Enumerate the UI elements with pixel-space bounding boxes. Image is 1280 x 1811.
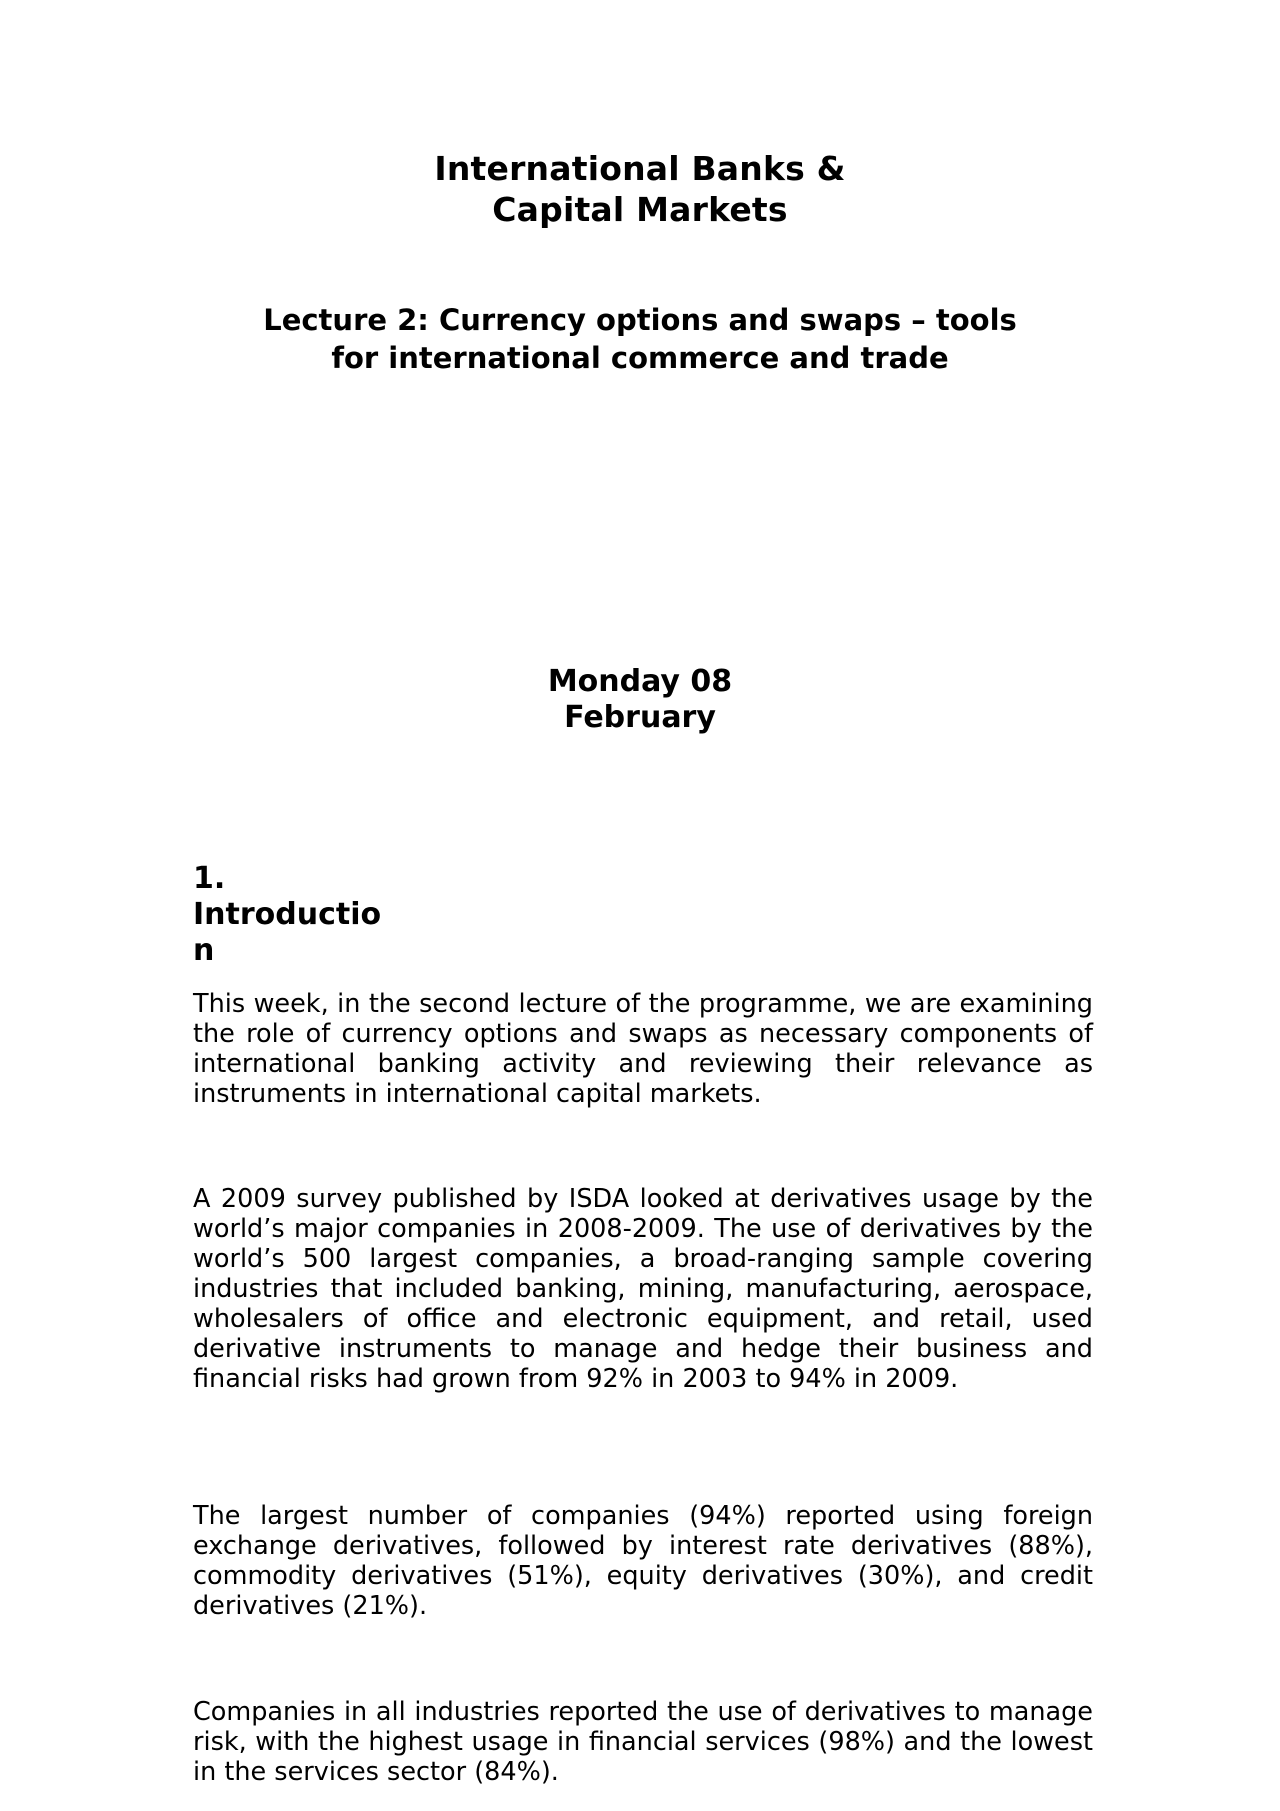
section-heading-line-2: Introductio [193,897,382,932]
paragraph-isda-survey: A 2009 survey published by ISDA looked at derivatives usage by the world’s major companies in 2008-2009. The use of derivatives by the world’s 500 largest companies, a broad-ranging sample covering industries that included banking, mining, manufacturing, aerospace, wholesalers of office and electronic equipment, and retail, used derivative instruments to manage and hedge their business and financial risks had grown from 92% in 2003 to 94% in 2009. [193,1184,1093,1394]
paragraph-intro: This week, in the second lecture of the programme, we are examining the role of currency options and swaps as necessary components of international banking activity and reviewing their relevance as instruments in international capital markets. [193,989,1093,1109]
title-line-1: International Banks & [434,149,846,188]
paragraph-industry-usage: Companies in all industries reported the use of derivatives to manage risk, with the highest usage in financial services (98%) and the lowest in the services sector (84%). [193,1697,1093,1787]
section-heading-introduction [193,861,393,969]
subtitle-line-2: for international commerce and trade [331,341,949,375]
lecture-date [0,664,1280,736]
section-heading-line-3: n [193,933,215,968]
lecture-subtitle [0,301,1280,377]
date-line-2: February [564,700,716,735]
date-line-1: Monday 08 [547,664,733,699]
subtitle-line-1: Lecture 2: Currency options and swaps – tools [263,303,1017,337]
section-heading-line-1: 1. [193,861,226,896]
document-title [0,148,1280,230]
paragraph-derivative-types: The largest number of companies (94%) reported using foreign exchange derivatives, followed by interest rate derivatives (88%), commodity derivatives (51%), equity derivatives (30%), and credit derivatives (21%). [193,1501,1093,1621]
title-line-2: Capital Markets [492,190,788,229]
